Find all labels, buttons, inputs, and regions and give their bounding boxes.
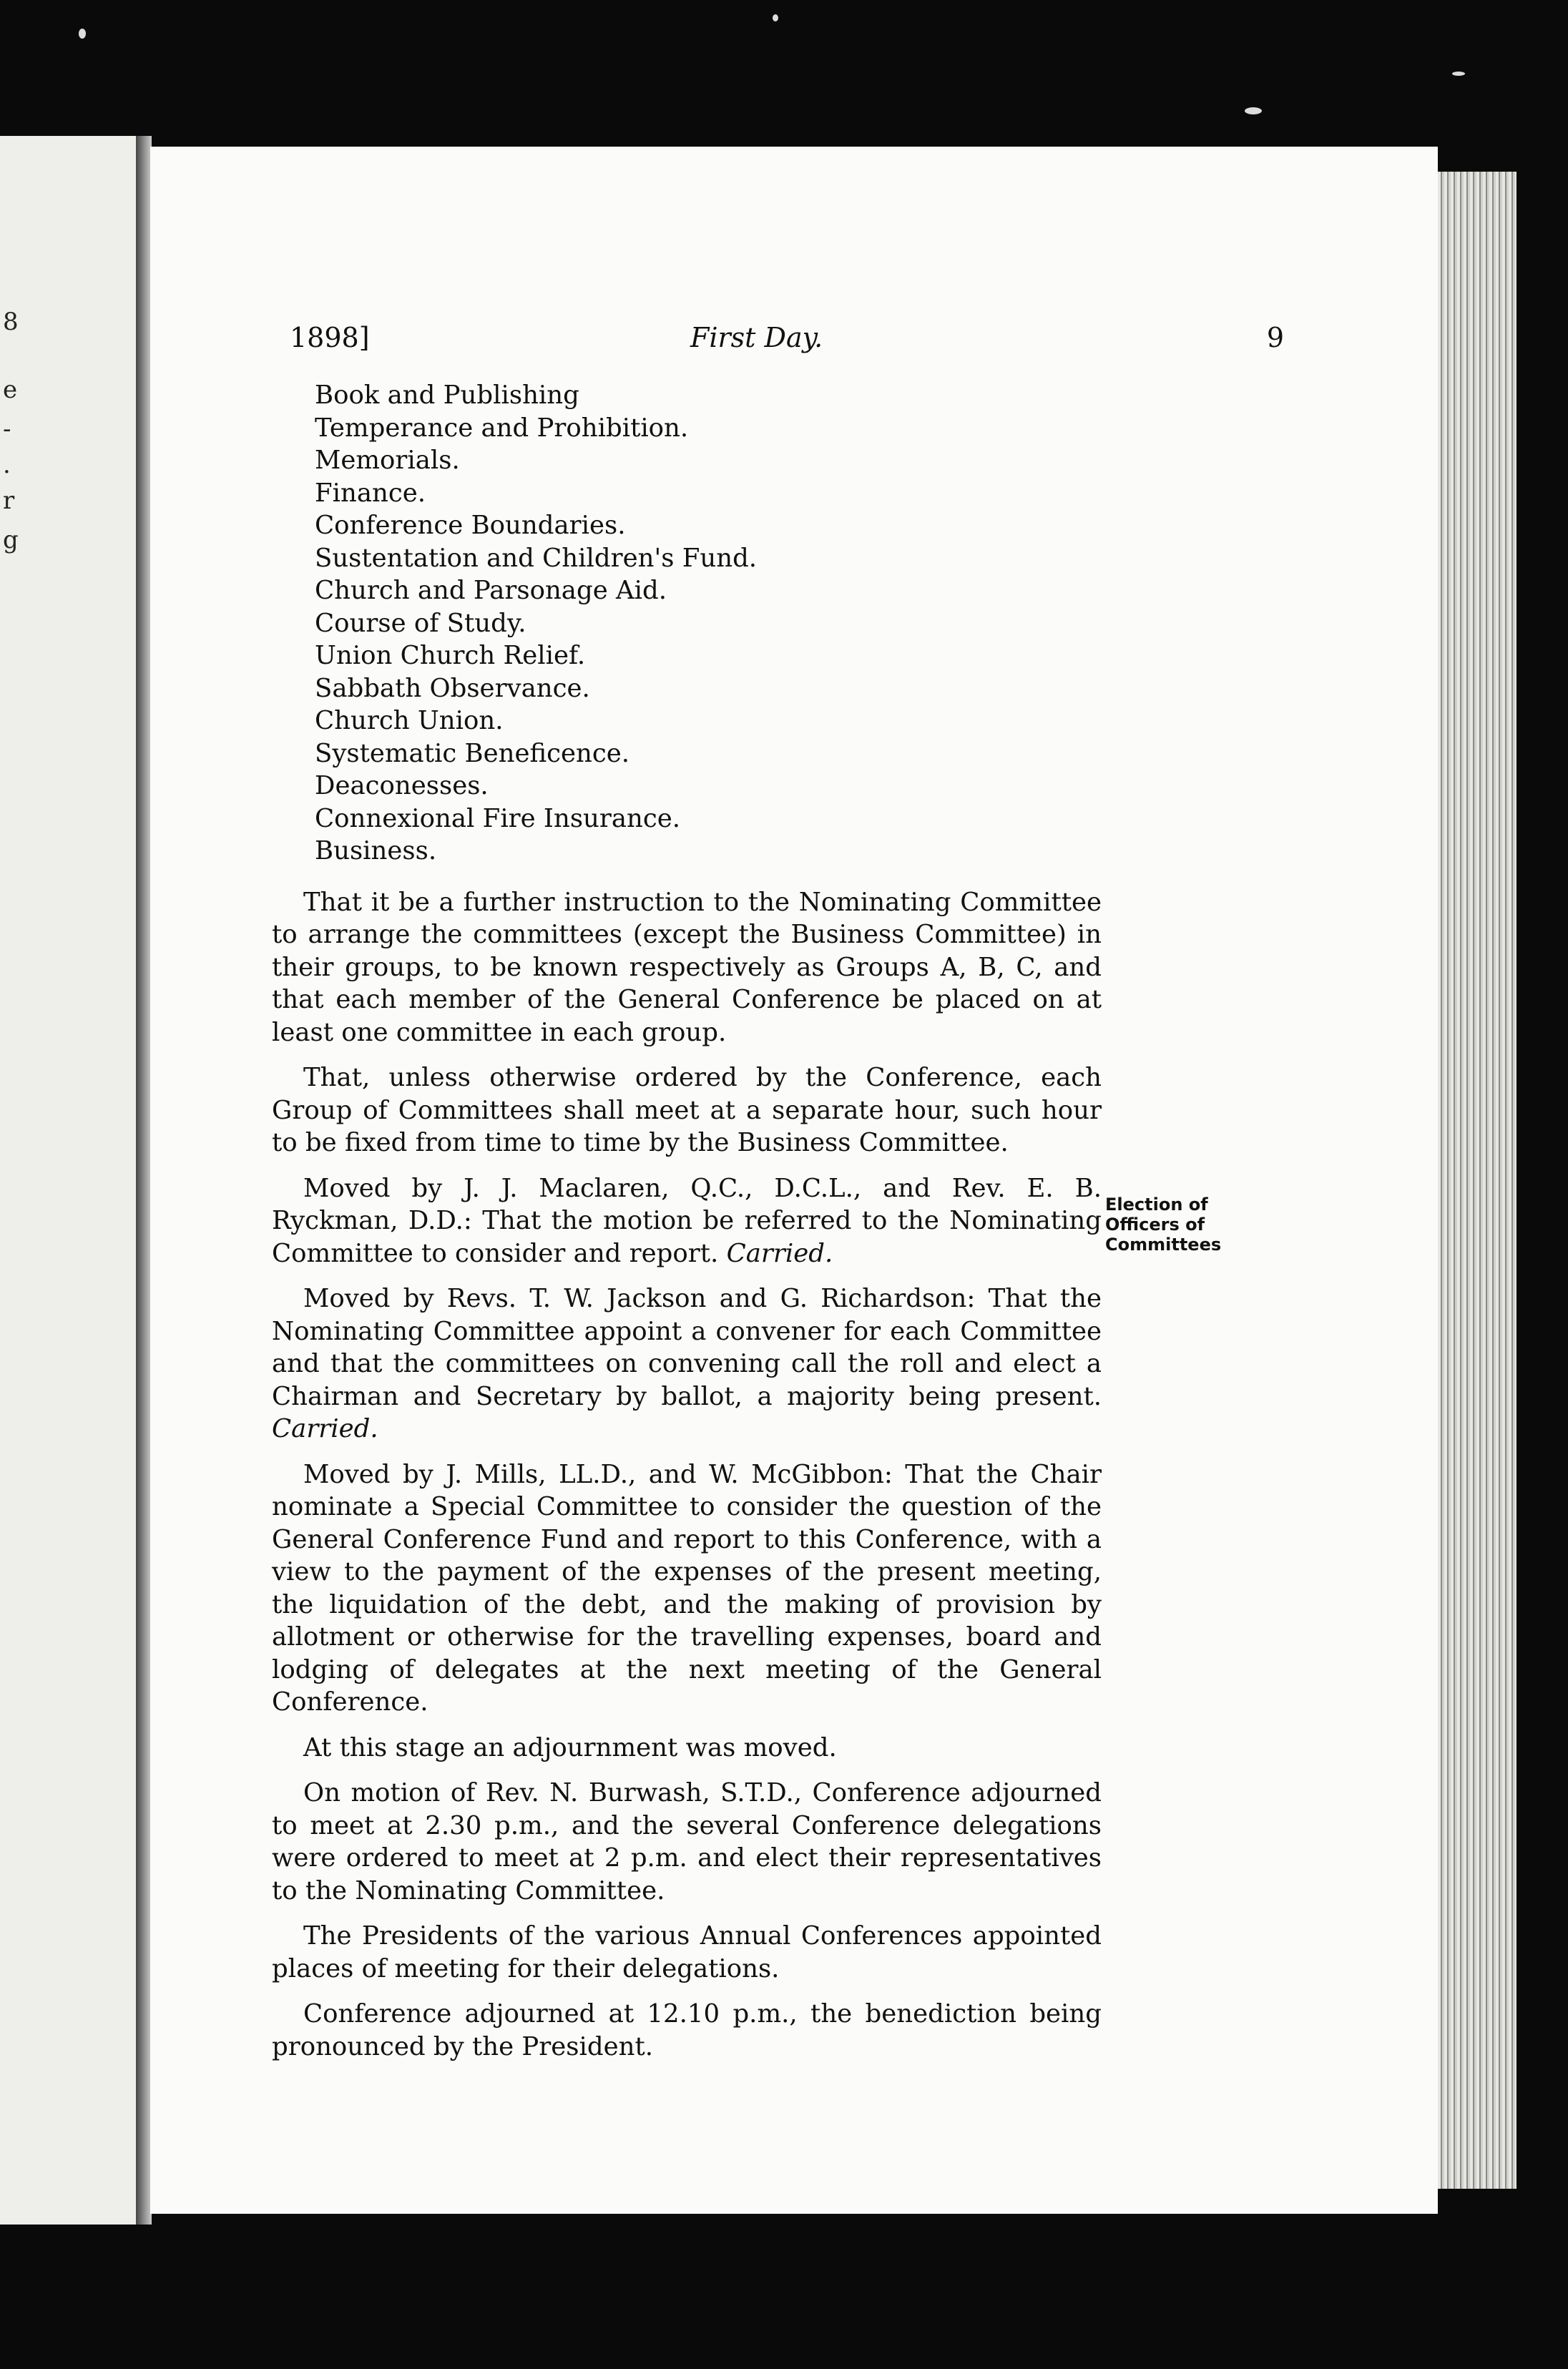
paragraph-text: At this stage an adjournment was moved.: [303, 1732, 837, 1762]
margin-note-line: Committees: [1105, 1235, 1222, 1255]
paragraph: [272, 1172, 1102, 1270]
list-item: Church and Parsonage Aid.: [315, 576, 667, 605]
running-header: [290, 322, 1284, 365]
carried-note: Carried.: [272, 1414, 378, 1443]
list-item: Memorials.: [315, 446, 460, 475]
list-item: Temperance and Prohibition.: [315, 413, 689, 443]
list-item: Systematic Beneficence.: [315, 738, 630, 768]
paragraph: [272, 886, 1102, 1049]
facing-page-fragment: 8: [3, 308, 19, 336]
paragraph-text: Moved by Revs. T. W. Jackson and G. Richardson: That the Nominating Committee appoint a convener for each Committee and that the committees on convening call the roll and elect a Chairman and Secretary by ballot, a majority being present.: [272, 1284, 1102, 1411]
list-item: Course of Study.: [315, 608, 526, 638]
paragraph-text: That it be a further instruction to the Nominating Committee to arrange the committees (except the Business Committee) in their groups, to be known respectively as Groups A, B, C, and that each member of the General Conference be placed on at least one committee in each group.: [272, 887, 1102, 1047]
dust-speck: [773, 14, 778, 21]
page-number: 9: [1266, 322, 1284, 353]
paragraph: [272, 1777, 1102, 1907]
paragraph-text: The Presidents of the various Annual Conferences appointed places of meeting for their delegations.: [272, 1921, 1102, 1983]
facing-page-fragment: g: [3, 526, 19, 554]
paragraph: [272, 1061, 1102, 1159]
facing-page-fragment: .: [3, 451, 11, 479]
facing-page-fragment: -: [3, 415, 11, 443]
paragraph: [272, 1458, 1102, 1719]
header-title: First Day.: [690, 322, 823, 353]
book-gutter: [136, 136, 152, 2225]
list-item: Connexional Fire Insurance.: [315, 803, 681, 833]
paragraph-text: Moved by J. Mills, LL.D., and W. McGibbon: That the Chair nominate a Special Committee to consider the question of the General Conference Fund and report to this Conference, with a view to the payment of the expenses of the present meeting, the liquidation of the debt, and the making of provision by allotment or otherwise for the travelling expenses, board and lodging of delegates at the next meeting of the General Conference.: [272, 1459, 1102, 1717]
dust-speck: [1452, 72, 1465, 76]
list-item: Book and Publishing: [315, 381, 579, 410]
paragraph-text: That, unless otherwise ordered by the Conference, each Group of Committees shall meet at a separate hour, such hour to be fixed from time to time by the Business Committee.: [272, 1063, 1102, 1157]
list-item: Sustentation and Children's Fund.: [315, 543, 758, 573]
facing-page: [0, 136, 136, 2225]
paragraph: [272, 1282, 1102, 1446]
page-edges: [1438, 172, 1516, 2189]
paragraph: [272, 1998, 1102, 2063]
paragraph: [272, 1920, 1102, 1985]
paragraph: [272, 1732, 1102, 1765]
paragraph-text: Conference adjourned at 12.10 p.m., the benediction being pronounced by the President.: [272, 1999, 1102, 2061]
margin-note-line: Officers of: [1105, 1215, 1205, 1235]
margin-note: [1105, 1195, 1270, 1255]
list-item: Deaconesses.: [315, 771, 489, 800]
carried-note: Carried.: [726, 1238, 833, 1268]
page-body: [272, 379, 1102, 2076]
facing-page-fragment: r: [3, 486, 15, 515]
committee-list: [315, 379, 1102, 868]
paragraph-text: Moved by J. J. Maclaren, Q.C., D.C.L., and Rev. E. B. Ryckman, D.D.: That the motion be referred to the Nominating Committee to consider and report.: [272, 1173, 1102, 1268]
list-item: Church Union.: [315, 706, 504, 735]
dust-speck: [1245, 107, 1262, 114]
paragraph-text: On motion of Rev. N. Burwash, S.T.D., Conference adjourned to meet at 2.30 p.m., and the several Conference delegations were ordered to meet at 2 p.m. and elect their representatives to the Nominating Committee.: [272, 1778, 1102, 1906]
list-item: Union Church Relief.: [315, 641, 586, 670]
margin-note-line: Election of: [1105, 1195, 1208, 1215]
list-item: Finance.: [315, 478, 426, 508]
list-item: Conference Boundaries.: [315, 511, 626, 540]
dust-speck: [79, 29, 86, 39]
facing-page-fragment: e: [3, 376, 18, 404]
list-item: Sabbath Observance.: [315, 673, 590, 703]
list-item: Business.: [315, 836, 437, 865]
header-year: 1898]: [290, 322, 370, 353]
